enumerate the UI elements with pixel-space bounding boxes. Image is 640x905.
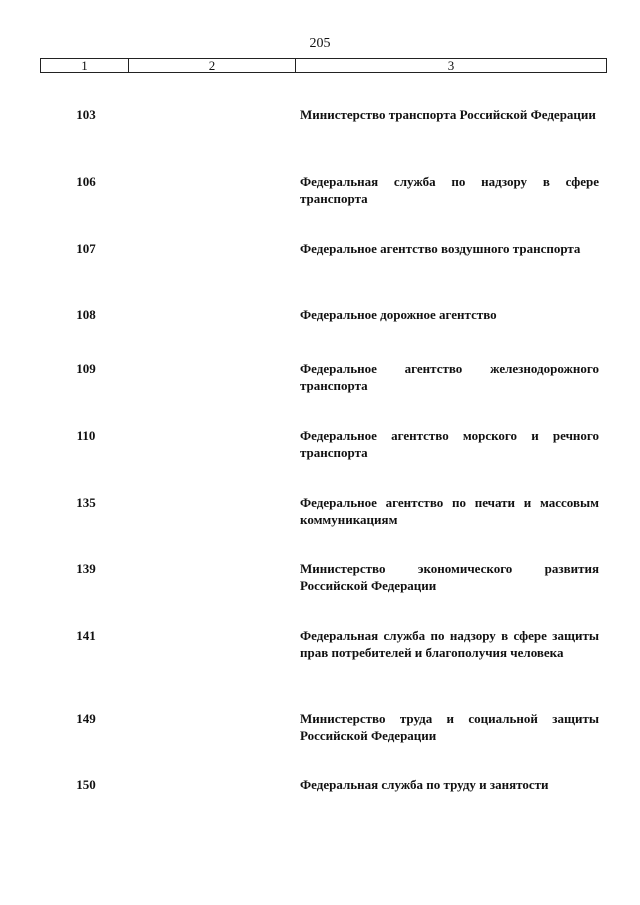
column-header-3: 3 bbox=[447, 58, 455, 73]
row-code: 109 bbox=[76, 361, 96, 376]
row-code: 108 bbox=[76, 307, 96, 322]
row-agency-name: Федеральное агентство воздушного транспорта bbox=[300, 241, 581, 256]
row-agency-name: Министерство транспорта Российской Федерации bbox=[300, 107, 596, 122]
column-header-1: 1 bbox=[41, 59, 129, 72]
row-code: 135 bbox=[76, 495, 96, 510]
row-agency-name: Министерство экономического развития Российской Федерации bbox=[300, 561, 599, 593]
row-agency-name: Федеральное агентство по печати и массовым коммуникациям bbox=[300, 495, 599, 527]
page-number: 205 bbox=[309, 36, 331, 51]
row-agency-name: Федеральная служба по надзору в сфере защиты прав потребителей и благополучия человека bbox=[300, 628, 599, 660]
row-agency-name: Федеральное дорожное агентство bbox=[300, 307, 497, 322]
row-agency-name: Федеральная служба по труду и занятости bbox=[300, 777, 549, 792]
row-code: 149 bbox=[76, 711, 96, 726]
row-code: 103 bbox=[76, 107, 96, 122]
row-agency-name: Федеральное агентство железнодорожного транспорта bbox=[300, 361, 599, 393]
row-code: 107 bbox=[76, 241, 96, 256]
row-agency-name: Федеральная служба по надзору в сфере транспорта bbox=[300, 174, 599, 206]
row-agency-name: Федеральное агентство морского и речного транспорта bbox=[300, 428, 599, 460]
row-code: 139 bbox=[76, 561, 96, 576]
row-agency-name: Министерство труда и социальной защиты Российской Федерации bbox=[300, 711, 599, 743]
row-code: 106 bbox=[76, 174, 96, 189]
row-code: 150 bbox=[76, 777, 96, 792]
column-header-2: 2 bbox=[129, 59, 296, 72]
row-code: 141 bbox=[76, 628, 96, 643]
row-code: 110 bbox=[76, 428, 96, 443]
